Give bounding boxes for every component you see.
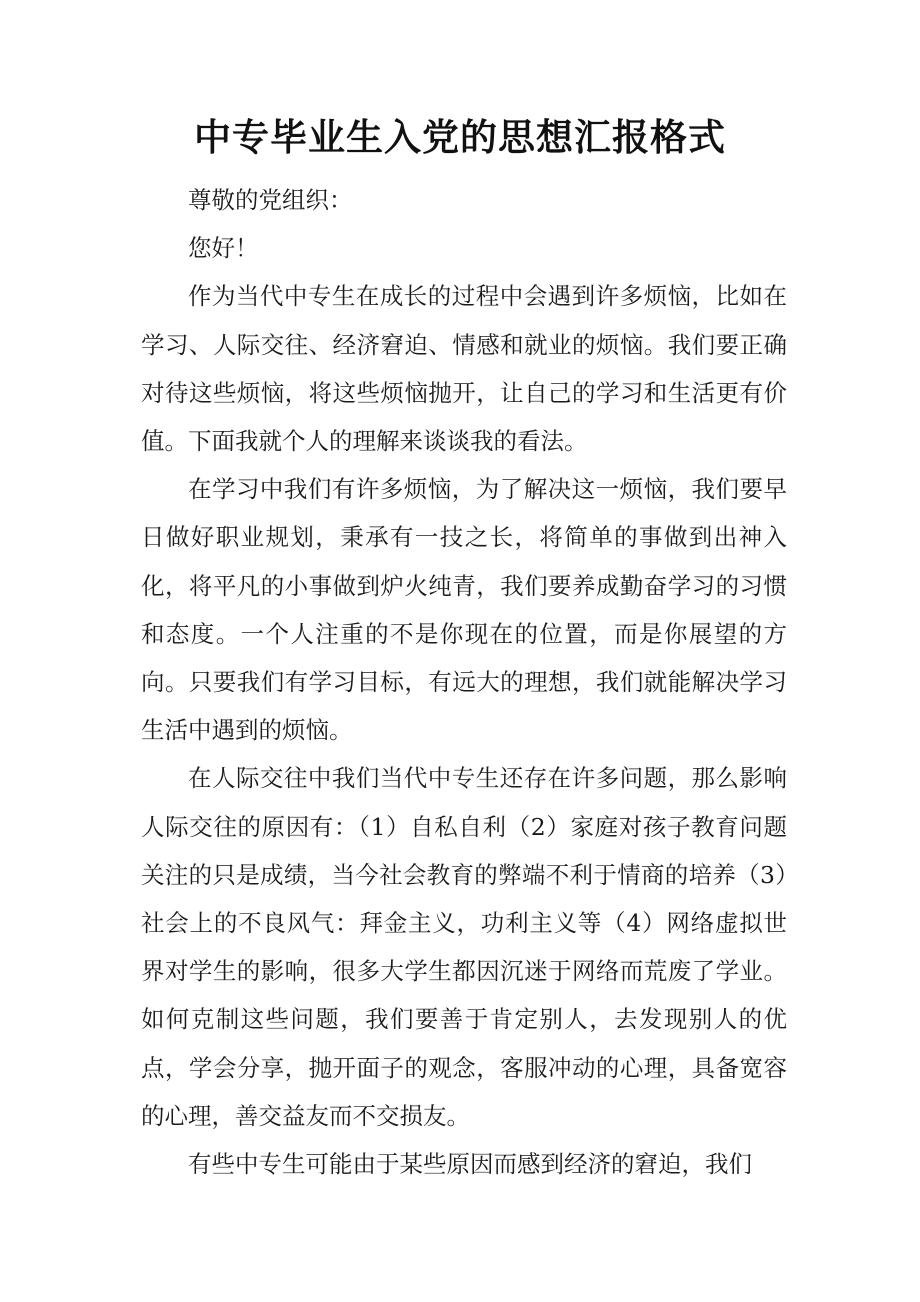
paragraph-social: 在人际交往中我们当代中专生还存在许多问题，那么影响人际交往的原因有：（1）自私自利（2）家庭对孩子教育问题关注的只是成绩，当今社会教育的弊端不利于情商的培养（3）社会上的不良风气：拜金主义，功利主义等（4）网络虚拟世界对学生的影响，很多大学生都因沉迷于网络而荒废了学业。如何克制这些问题，我们要善于肯定别人，去发现别人的优点，学会分享，抛开面子的观念，客服冲动的心理，具备宽容的心理，善交益友而不交损友。 [141, 764, 787, 1130]
paragraph-study: 在学习中我们有许多烦恼，为了解决这一烦恼，我们要早日做好职业规划，秉承有一技之长，将简单的事做到出神入化，将平凡的小事做到炉火纯青，我们要养成勤奋学习的习惯和态度。一个人注重的不是你现在的位置，而是你展望的方向。只要我们有学习目标，有远大的理想，我们就能解决学习生活中遇到的烦恼。 [141, 475, 787, 745]
document-body [141, 176, 787, 1188]
paragraph-intro: 作为当代中专生在成长的过程中会遇到许多烦恼，比如在学习、人际交往、经济窘迫、情感和就业的烦恼。我们要正确对待这些烦恼，将这些烦恼抛开，让自己的学习和生活更有价值。下面我就个人的理解来谈谈我的看法。 [141, 282, 787, 456]
greeting: 您好！ [188, 234, 259, 263]
salutation: 尊敬的党组织： [188, 186, 353, 214]
page-title: 中专毕业生入党的思想汇报格式 [194, 115, 726, 159]
paragraph-economy: 有些中专生可能由于某些原因而感到经济的窘迫，我们 [188, 1150, 752, 1179]
